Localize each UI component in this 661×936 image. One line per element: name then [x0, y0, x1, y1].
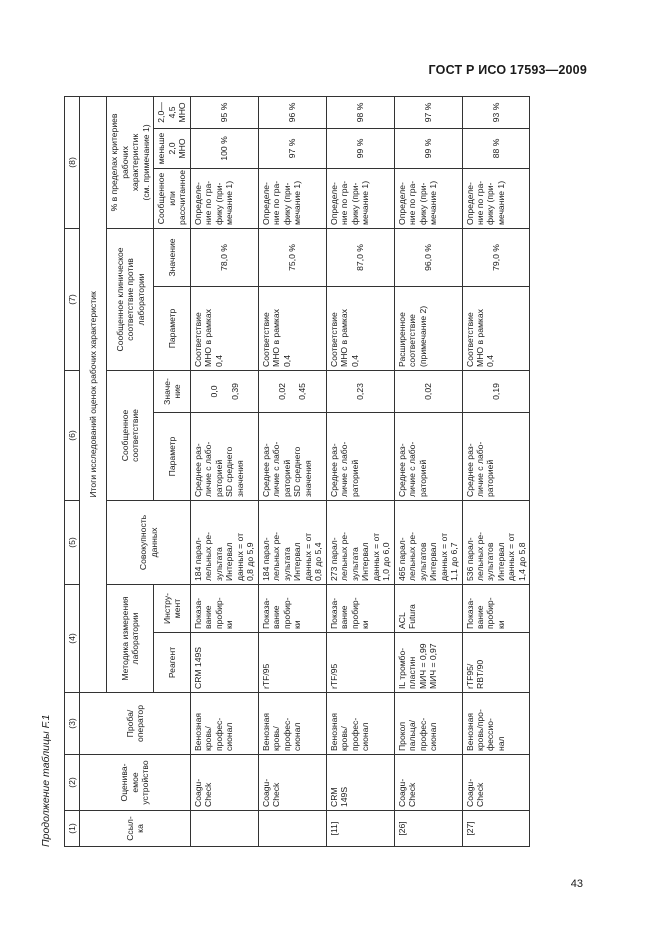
cell-param6: Среднее раз- личие с лабо- раторией: [326, 412, 394, 500]
cell-range: 97 %: [394, 96, 462, 128]
cell-reported: Определе- ние по гра- фику (при- мечание 1): [326, 168, 394, 228]
cell-reagent: rTF/95: [326, 633, 394, 693]
header-ref: Ссыл- ка: [80, 811, 190, 847]
cell-value7: 78,0 %: [190, 228, 258, 286]
cell-sample: Венозная кровь/ профес- сионал: [258, 693, 326, 755]
cell-reported: Определе- ние по гра- фику (при- мечание 1): [258, 168, 326, 228]
cell-range: 93 %: [462, 96, 530, 128]
column-number-row: [65, 96, 80, 846]
col-number: (2): [65, 755, 80, 811]
cell-range: 98 %: [326, 96, 394, 128]
table-row: [190, 96, 258, 846]
cell-value7: 96,0 %: [394, 228, 462, 286]
table-caption: Продолжение таблицы F.1: [40, 714, 52, 847]
col-number: (5): [65, 500, 80, 584]
cell-param6: Среднее раз- личие с лабо- раторией SD среднего значения: [258, 412, 326, 500]
cell-param6: Среднее раз- личие с лабо- раторией: [462, 412, 530, 500]
document-standard-header: ГОСТ Р ИСО 17593—2009: [428, 63, 587, 77]
cell-param7: Соответствие МНО в рамках 0,4: [326, 286, 394, 370]
cell-dataset: 465 парал- лельных ре- зультатов Интервал данных = от 1,1 до 6,7: [394, 500, 462, 584]
header-instrument: Инстру- мент: [154, 584, 190, 632]
cell-param7: Расширенное соответствие (примечание 2): [394, 286, 462, 370]
cell-instrument: Показа- вание пробир- ки: [326, 584, 394, 632]
cell-ref: [258, 811, 326, 847]
cell-reported: Определе- ние по гра- фику (при- мечание 1): [190, 168, 258, 228]
cell-sample: Венозная кровь/ профес- сионал: [326, 693, 394, 755]
cell-device: Coagu- Check: [462, 755, 530, 811]
cell-device: CRM 149S: [326, 755, 394, 811]
col-number: (1): [65, 811, 80, 847]
cell-value6: 0,19: [462, 370, 530, 412]
header-dataset: Совокупность данных: [107, 500, 190, 584]
results-title: Итоги исследований оценок рабочих характеристик: [80, 96, 107, 692]
cell-ref: [11]: [326, 811, 394, 847]
cell-instrument: Показа- вание пробир- ки: [190, 584, 258, 632]
header-value7: Значение: [154, 228, 190, 286]
cell-sample: Венозная кровь/про- фессио- нал: [462, 693, 530, 755]
cell-sample: Венозная кровь/ профес- сионал: [190, 693, 258, 755]
cell-device: Coagu- Check: [394, 755, 462, 811]
header-value6: Значе- ние: [154, 370, 190, 412]
header-lt2: меньше 2,0 МНО: [154, 128, 190, 168]
cell-ref: [190, 811, 258, 847]
cell-sample: Прокол пальца/ профес- сионал: [394, 693, 462, 755]
cell-reported: Определе- ние по гра- фику (при- мечание 1): [394, 168, 462, 228]
cell-value6: 0,02 0,45: [258, 370, 326, 412]
cell-param6: Среднее раз- личие с лабо- раторией SD среднего значения: [190, 412, 258, 500]
cell-instrument: ACL Futura: [394, 584, 462, 632]
cell-dataset: 273 парал- лельных ре- зультата Интервал данных = от 1,0 до 6,0: [326, 500, 394, 584]
cell-device: Coagu- Check: [190, 755, 258, 811]
header-param6: Параметр: [154, 412, 190, 500]
header-method: Методика измерения лаборатории: [107, 584, 154, 692]
table-row: [462, 96, 530, 846]
cell-device: Coagu- Check: [258, 755, 326, 811]
cell-dataset: 184 парал- лельных ре- зультата Интервал данных = от 0,8 до 5,4: [258, 500, 326, 584]
header-range: 2,0—4,5 МНО: [154, 96, 190, 128]
performance-results-table: [64, 96, 530, 847]
page-number: 43: [570, 878, 583, 890]
cell-ref: [26]: [394, 811, 462, 847]
cell-lt2: 100 %: [190, 128, 258, 168]
cell-dataset: 536 парал- лельных ре- зультатов Интервал данных = от 1,4 до 5,8: [462, 500, 530, 584]
cell-reagent: CRM 149S: [190, 633, 258, 693]
cell-value6: 0,23: [326, 370, 394, 412]
col-number: (4): [65, 584, 80, 692]
col-number: (7): [65, 228, 80, 370]
cell-range: 95 %: [190, 96, 258, 128]
header-sample: Проба/ оператор: [80, 693, 190, 755]
cell-instrument: Показа- вание пробир- ки: [258, 584, 326, 632]
cell-value6: 0,0 0,39: [190, 370, 258, 412]
cell-value7: 75,0 %: [258, 228, 326, 286]
header-agreement: Сообщенное соответствие: [107, 370, 154, 500]
cell-instrument: Показа- вание пробир- ки: [462, 584, 530, 632]
results-title-row: [80, 96, 107, 846]
cell-reagent: rTF95/ RBT/90: [462, 633, 530, 693]
col-number: (6): [65, 370, 80, 500]
col-number: (3): [65, 693, 80, 755]
cell-lt2: 99 %: [326, 128, 394, 168]
cell-value7: 87,0 %: [326, 228, 394, 286]
col-number: (8): [65, 96, 80, 228]
header-clinical: Сообщенное клиническое соответствие против лаборатории: [107, 228, 154, 370]
cell-dataset: 184 парал- лельных ре- зультата Интервал данных = от 0,8 до 5,9: [190, 500, 258, 584]
table-row: [258, 96, 326, 846]
table-row: [326, 96, 394, 846]
rotated-table-page: [40, 97, 586, 847]
cell-lt2: 88 %: [462, 128, 530, 168]
cell-param7: Соответствие МНО в рамках 0,4: [258, 286, 326, 370]
cell-param6: Среднее раз- личие с лабо- раторией: [394, 412, 462, 500]
header-reported: Сообщенное или рассчитанное: [154, 168, 190, 228]
table-row: [394, 96, 462, 846]
rotated-table-container: [40, 97, 586, 847]
cell-reported: Определе- ние по гра- фику (при- мечание 1): [462, 168, 530, 228]
cell-value6: 0,02: [394, 370, 462, 412]
cell-param7: Соответствие МНО в рамках 0,4: [462, 286, 530, 370]
cell-value7: 79,0 %: [462, 228, 530, 286]
cell-reagent: IL тромбо- пластин МИЧ = 0,99 МИЧ = 0,97: [394, 633, 462, 693]
header-device: Оценива- емое устройство: [80, 755, 190, 811]
cell-lt2: 97 %: [258, 128, 326, 168]
header-reagent: Реагент: [154, 633, 190, 693]
cell-lt2: 99 %: [394, 128, 462, 168]
cell-ref: [27]: [462, 811, 530, 847]
header-param7: Параметр: [154, 286, 190, 370]
cell-reagent: rTF/95: [258, 633, 326, 693]
cell-param7: Соответствие МНО в рамках 0,4: [190, 286, 258, 370]
header-criteria: % в пределах критериев рабочих характеристик (см. примечание 1): [107, 96, 154, 228]
cell-range: 96 %: [258, 96, 326, 128]
